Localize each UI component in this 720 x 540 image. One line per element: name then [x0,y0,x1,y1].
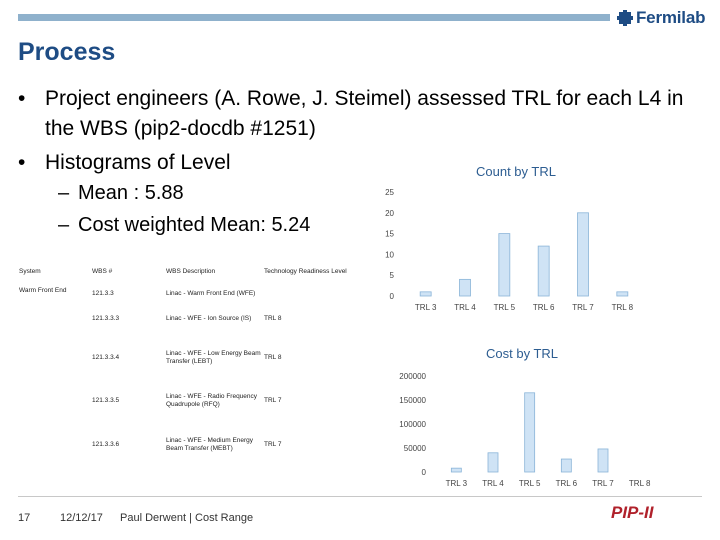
table-cell-description: Linac - WFE - Radio Frequency Quadrupole (RFQ) [166,393,258,408]
logo-text: Fermilab [636,8,706,27]
table-cell-trl: TRL 8 [264,354,282,361]
y-tick-label: 0 [389,292,394,301]
table-header-trl: Technology Readiness Level [264,268,347,275]
x-tick-label: TRL 8 [628,479,651,488]
x-tick-label: TRL 8 [611,303,634,312]
table-cell-description: Linac - WFE - Low Energy Beam Transfer (LEBT) [166,350,261,365]
y-tick-label: 100000 [399,420,426,429]
x-tick-label: TRL 6 [555,479,578,488]
y-tick-label: 0 [421,468,426,477]
footer-date: 12/12/17 [60,512,103,524]
footer-divider [18,496,702,497]
y-tick-label: 20 [385,208,394,218]
bullet-1-text: Project engineers (A. Rowe, J. Steimel) assessed TRL for each L4 in the WBS (pip2-docdb #1251) [45,87,684,140]
table-header-system: System [19,268,41,275]
table-header-description: WBS Description [166,268,216,275]
x-tick-label: TRL 6 [532,303,555,312]
x-tick-label: TRL 3 [414,303,437,312]
bar-trl-6 [561,459,571,472]
cost-chart-title: Cost by TRL [486,346,559,361]
sub-bullet-dash: – [58,182,70,204]
bar-trl-7 [598,449,608,472]
x-tick-label: TRL 5 [518,479,541,488]
count-chart-title: Count by TRL [476,164,556,179]
table-cell-wbs: 121.3.3.3 [92,315,120,322]
pip-ii-logo: PIP-II [611,503,654,522]
bar-trl-7 [578,213,589,296]
bar-trl-8 [617,292,628,296]
sub-bullet-cost-mean-text: Cost weighted Mean: 5.24 [78,214,311,236]
table-header-wbs: WBS # [92,268,113,275]
footer-page-number: 17 [18,512,31,524]
y-tick-label: 25 [385,188,394,197]
header-accent-bar [18,14,610,21]
bar-trl-3 [420,292,431,296]
bar-trl-4 [488,453,498,472]
bar-trl-6 [538,246,549,296]
table-cell-system: Warm Front End [19,287,67,294]
table-cell-description: Linac - WFE - Ion Source (IS) [166,315,252,322]
sub-bullet-dash: – [58,214,70,236]
page-title: Process [18,38,116,66]
bullet-dot: • [18,151,26,174]
table-cell-trl: TRL 8 [264,315,282,322]
bar-trl-4 [460,279,471,296]
table-cell-description: Linac - WFE - Medium Energy Beam Transfer (MEBT) [166,437,254,452]
table-cell-trl: TRL 7 [264,397,282,404]
table-cell-trl: TRL 7 [264,441,282,448]
y-tick-label: 5 [389,271,394,281]
x-tick-label: TRL 3 [445,479,468,488]
y-tick-label: 150000 [399,396,426,405]
fermilab-logo [617,8,705,28]
cost-by-trl-chart [390,362,665,494]
bar-trl-3 [451,468,461,472]
y-tick-label: 50000 [403,444,426,453]
y-tick-label: 10 [385,250,394,260]
footer-author: Paul Derwent | Cost Range [120,512,254,524]
y-tick-label: 15 [385,229,394,239]
table-cell-wbs: 121.3.3.6 [92,441,120,448]
fermilab-mark-icon [617,10,633,26]
table-cell-wbs: 121.3.3.4 [92,354,120,361]
bullet-2-text: Histograms of Level [45,151,231,174]
x-tick-label: TRL 5 [493,303,516,312]
y-tick-label: 200000 [399,372,426,381]
x-tick-label: TRL 7 [592,479,614,488]
table-cell-description: Linac - Warm Front End (WFE) [166,290,256,297]
bar-trl-5 [525,393,535,472]
x-tick-label: TRL 7 [572,303,594,312]
bullet-dot: • [18,87,26,110]
x-tick-label: TRL 4 [482,479,504,488]
sub-bullet-mean-text: Mean : 5.88 [78,182,184,204]
table-cell-wbs: 121.3.3.5 [92,397,120,404]
table-cell-wbs: 121.3.3 [92,290,114,297]
count-by-trl-chart [370,180,650,320]
x-tick-label: TRL 4 [454,303,476,312]
bar-trl-5 [499,234,510,296]
